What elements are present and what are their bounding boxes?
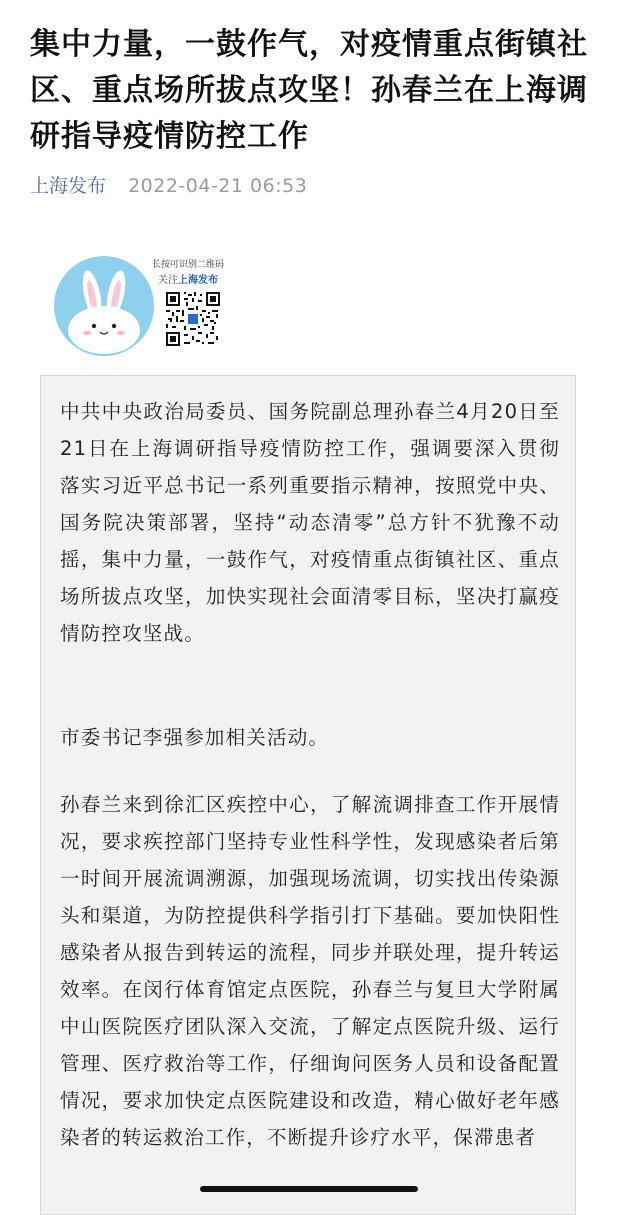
article-title: 集中力量，一鼓作气，对疫情重点街镇社区、重点场所拔点攻坚！孙春兰在上海调研指导疫情防控工作: [30, 27, 588, 154]
qr-follow-text: [158, 274, 218, 288]
article-meta: [30, 172, 307, 200]
paragraph-3: 孙春兰来到徐汇区疾控中心，了解流调排查工作开展情况，要求疾控部门坚持专业性科学性，发现感染者后第一时间开展流调溯源，加强现场流调，切实找出传染源头和渠道，为防控提供科学指引打下基础。要加快阳性感染者从报告到转运的流程，同步并联处理，提升转运效率。在闵行体育馆定点医院，孙春兰与复旦大学附属中山医院医疗团队深入交流，了解定点医院升级、运行管理、医疗救治等工作，仔细询问医务人员和设备配置情况，要求加快定点医院建设和改造，精心做好老年感染者的转运救治工作，不断提升诊疗水平，保滞患者: [60, 793, 560, 1149]
follow-brand: 上海发布: [178, 275, 218, 286]
qr-hint-text: 长按可识别二维码: [152, 260, 225, 270]
qr-follow-card: [54, 256, 254, 366]
qr-code-icon[interactable]: [166, 292, 220, 346]
follow-prefix: 关注: [158, 275, 178, 286]
home-indicator-bar[interactable]: [200, 1186, 418, 1192]
publish-date: 2022-04-21 06:53: [128, 175, 308, 197]
rabbit-mascot-icon: [54, 256, 154, 356]
paragraph-2: 市委书记李强参加相关活动。: [60, 726, 330, 749]
paragraph-1: 中共中央政治局委员、国务院副总理孙春兰4月20日至21日在上海调研指导疫情防控工作，强调要深入贯彻落实习近平总书记一系列重要指示精神，按照党中央、国务院决策部署，坚持“动态清零”总方针不犹豫不动摇，集中力量，一鼓作气，对疫情重点街镇社区、重点场所拔点攻坚，加快实现社会面清零目标，坚决打赢疫情防控攻坚战。: [60, 400, 560, 645]
account-name-link[interactable]: 上海发布: [30, 175, 107, 197]
article-content-box: [40, 375, 576, 1215]
